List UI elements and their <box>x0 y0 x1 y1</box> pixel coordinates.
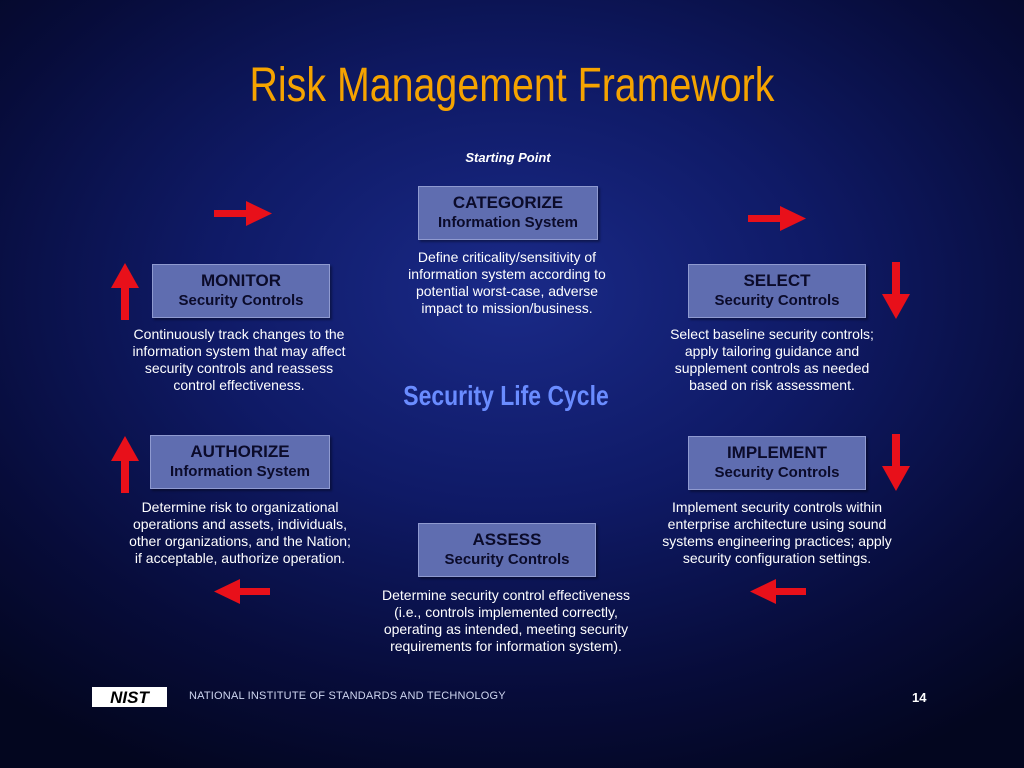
authorize-desc-line: if acceptable, authorize operation. <box>134 550 346 566</box>
categorize-title: CATEGORIZE <box>452 193 564 212</box>
implement-subtitle: Security Controls <box>714 464 840 481</box>
page-number: 14 <box>912 690 927 705</box>
monitor-desc-line: information system that may affect <box>132 343 346 359</box>
authorize-title: AUTHORIZE <box>190 442 290 461</box>
implement-desc-line: security configuration settings. <box>682 550 872 566</box>
assess-description <box>356 587 656 655</box>
arrow-down-right-lower-icon <box>881 434 911 492</box>
select-desc-line: based on risk assessment. <box>689 377 855 393</box>
assess-title: ASSESS <box>472 530 542 549</box>
implement-desc-line: systems engineering practices; apply <box>662 533 892 549</box>
monitor-desc-line: Continuously track changes to the <box>133 326 345 342</box>
nist-logo-text: NIST <box>110 688 149 707</box>
footer-org-name: NATIONAL INSTITUTE OF STANDARDS AND TECHNOLOGY <box>189 690 506 702</box>
categorize-desc-line: potential worst-case, adverse <box>415 283 599 299</box>
arrow-up-left-lower-icon <box>110 435 140 493</box>
slide-title: Risk Management Framework <box>249 59 775 112</box>
arrow-right-top-left-icon <box>214 200 274 228</box>
monitor-desc-line: security controls and reassess <box>144 360 334 376</box>
categorize-subtitle: Information System <box>437 214 579 231</box>
select-desc-line: Select baseline security controls; <box>670 326 874 342</box>
categorize-box <box>418 186 598 240</box>
arrow-left-bottom-right-icon <box>748 578 808 606</box>
authorize-subtitle: Information System <box>169 463 311 480</box>
arrow-right-top-right-icon <box>748 205 808 233</box>
select-subtitle: Security Controls <box>714 292 840 309</box>
authorize-box <box>150 435 330 489</box>
categorize-desc-line: impact to mission/business. <box>421 300 593 316</box>
authorize-desc-line: Determine risk to organizational <box>141 499 339 515</box>
assess-box <box>418 523 596 577</box>
assess-desc-line: (i.e., controls implemented correctly, <box>394 604 618 620</box>
arrow-up-left-upper-icon <box>110 262 140 320</box>
nist-logo <box>92 687 167 707</box>
assess-desc-line: Determine security control effectiveness <box>382 587 630 603</box>
arrow-left-bottom-left-icon <box>212 578 272 606</box>
implement-desc-line: enterprise architecture using sound <box>667 516 887 532</box>
categorize-desc-line: Define criticality/sensitivity of <box>417 249 597 265</box>
categorize-desc-line: information system according to <box>408 266 606 282</box>
assess-subtitle: Security Controls <box>444 551 570 568</box>
authorize-desc-line: other organizations, and the Nation; <box>129 533 351 549</box>
authorize-description <box>105 499 375 567</box>
monitor-desc-line: control effectiveness. <box>173 377 305 393</box>
select-desc-line: apply tailoring guidance and <box>684 343 860 359</box>
authorize-desc-line: operations and assets, individuals, <box>132 516 348 532</box>
categorize-description <box>377 249 637 317</box>
implement-description <box>637 499 917 567</box>
select-desc-line: supplement controls as needed <box>674 360 870 376</box>
implement-desc-line: Implement security controls within <box>671 499 883 515</box>
implement-box <box>688 436 866 490</box>
select-title: SELECT <box>743 271 811 290</box>
monitor-title: MONITOR <box>201 271 281 290</box>
monitor-subtitle: Security Controls <box>178 292 304 309</box>
assess-desc-line: operating as intended, meeting security <box>383 621 629 637</box>
security-life-cycle-label: Security Life Cycle <box>403 380 609 411</box>
select-box <box>688 264 866 318</box>
arrow-down-right-upper-icon <box>881 262 911 320</box>
implement-title: IMPLEMENT <box>726 443 828 462</box>
monitor-box <box>152 264 330 318</box>
assess-desc-line: requirements for information system). <box>390 638 622 654</box>
starting-point-label: Starting Point <box>465 150 551 165</box>
